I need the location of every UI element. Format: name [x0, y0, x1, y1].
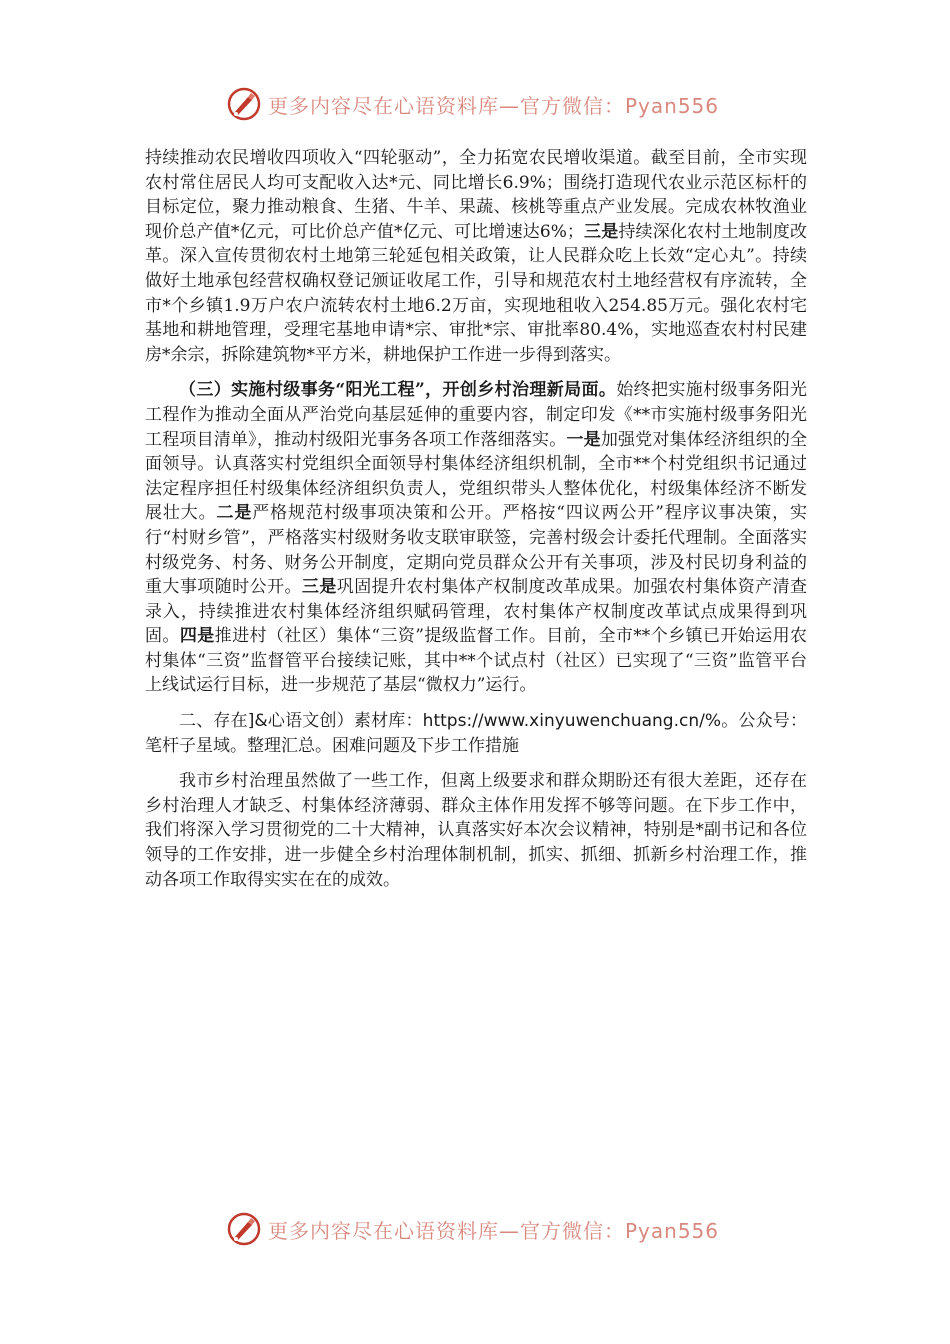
- watermark-text: 更多内容尽在心语资料库—官方微信：Pyan556: [268, 93, 720, 118]
- para2-bold-2: 二是: [216, 503, 253, 524]
- section-heading-3: （三）实施村级事务“阳光工程”，开创乡村治理新局面。: [179, 380, 617, 401]
- para2-text-5: 推进村（社区）集体“三资”提级监督工作。目前，全市**个乡镇已开始运用农村集体“三资”监督管平台接续记账，其中**个试点村（社区）已实现了“三资”监管平台上线试运行目标，进一步规范了基层“微权力”运行。: [145, 626, 808, 696]
- document-body: [145, 146, 807, 892]
- para2-bold-4: 四是: [179, 626, 215, 647]
- watermark-footer: [226, 1209, 719, 1249]
- paragraph-4: [145, 769, 807, 892]
- para2-text-2: 加强党对集体经济组织的全面领导。认真落实村党组织全面领导村集体经济组织机制，全市**个村党组织书记通过法定程序担任村级集体经济组织负责人，党组织带头人整体优化，村级集体经济不断发展壮大。: [145, 429, 808, 524]
- para2-text-3: 严格规范村级事项决策和公开。严格按“四议两公开”程序议事决策，实行“村财乡管”，严格落实村级财务收支联审联签，完善村级会计委托代理制。全面落实村级党务、村务、财务公开制度，定期向党员群众公开有关事项，涉及村民切身利益的重大事项随时公开。: [145, 503, 807, 598]
- pen-logo-icon: [226, 1211, 262, 1247]
- paragraph-1: [145, 146, 807, 367]
- para2-text-4: 巩固提升农村集体产权制度改革成果。加强农村集体资产清查录入，持续推进农村集体经济组织赋码管理，农村集体产权制度改革试点成果得到巩固。: [145, 577, 808, 647]
- watermark-text: 更多内容尽在心语资料库—官方微信：Pyan556: [268, 1218, 720, 1243]
- para4-text: 我市乡村治理虽然做了一些工作，但离上级要求和群众期盼还有很大差距，还存在乡村治理人才缺乏、村集体经济薄弱、群众主体作用发挥不够等问题。在下步工作中，我们将深入学习贯彻党的二十大精神，认真落实好本次会议精神，特别是*副书记和各位领导的工作安排，进一步健全乡村治理体制机制，抓实、抓细、抓新乡村治理工作，推动各项工作取得实实在在的成效。: [145, 771, 807, 890]
- para1-text-2: 持续深化农村土地制度改革。深入宣传贯彻农村土地第三轮延包相关政策，让人民群众吃上长效“定心丸”。持续做好土地承包经营权确权登记颁证收尾工作，引导和规范农村土地经营权有序流转，全市*个乡镇1.9万户农户流转农村土地6.2万亩，实现地租收入254.85万元。强化农村宅基地和耕地管理，受理宅基地申请*宗、审批*宗、审批率80.4%，实地巡查农村村民建房*余宗，拆除建筑物*平方米，耕地保护工作进一步得到落实。: [145, 221, 808, 365]
- watermark-header: [226, 84, 719, 124]
- section-heading-2: 二、存在]&心语文创）素材库：https://www.xinyuwenchuang.cn/%。公众号：笔杆子星域。整理汇总。困难问题及下步工作措施: [145, 711, 807, 756]
- para2-bold-3: 三是: [301, 577, 337, 598]
- pen-logo-icon: [226, 86, 262, 122]
- paragraph-2: [145, 378, 807, 698]
- para2-bold-1: 一是: [566, 429, 601, 450]
- para1-bold-1: 三是: [583, 221, 619, 242]
- paragraph-3: [145, 709, 807, 758]
- para1-text-1: 持续推动农民增收四项收入“四轮驱动”，全力拓宽农民增收渠道。截至目前，全市实现农村常住居民人均可支配收入达*元、同比增长6.9%；围绕打造现代农业示范区标杆的目标定位，聚力推动粮食、生猪、牛羊、果蔬、核桃等重点产业发展。完成农林牧渔业现价总产值*亿元，可比价总产值*亿元、可比增速达6%；: [145, 148, 807, 242]
- para2-text-1: 始终把实施村级事务阳光工程作为推动全面从严治党向基层延伸的重要内容，制定印发《**市实施村级事务阳光工程项目清单》，推动村级阳光事务各项工作落细落实。: [145, 380, 807, 450]
